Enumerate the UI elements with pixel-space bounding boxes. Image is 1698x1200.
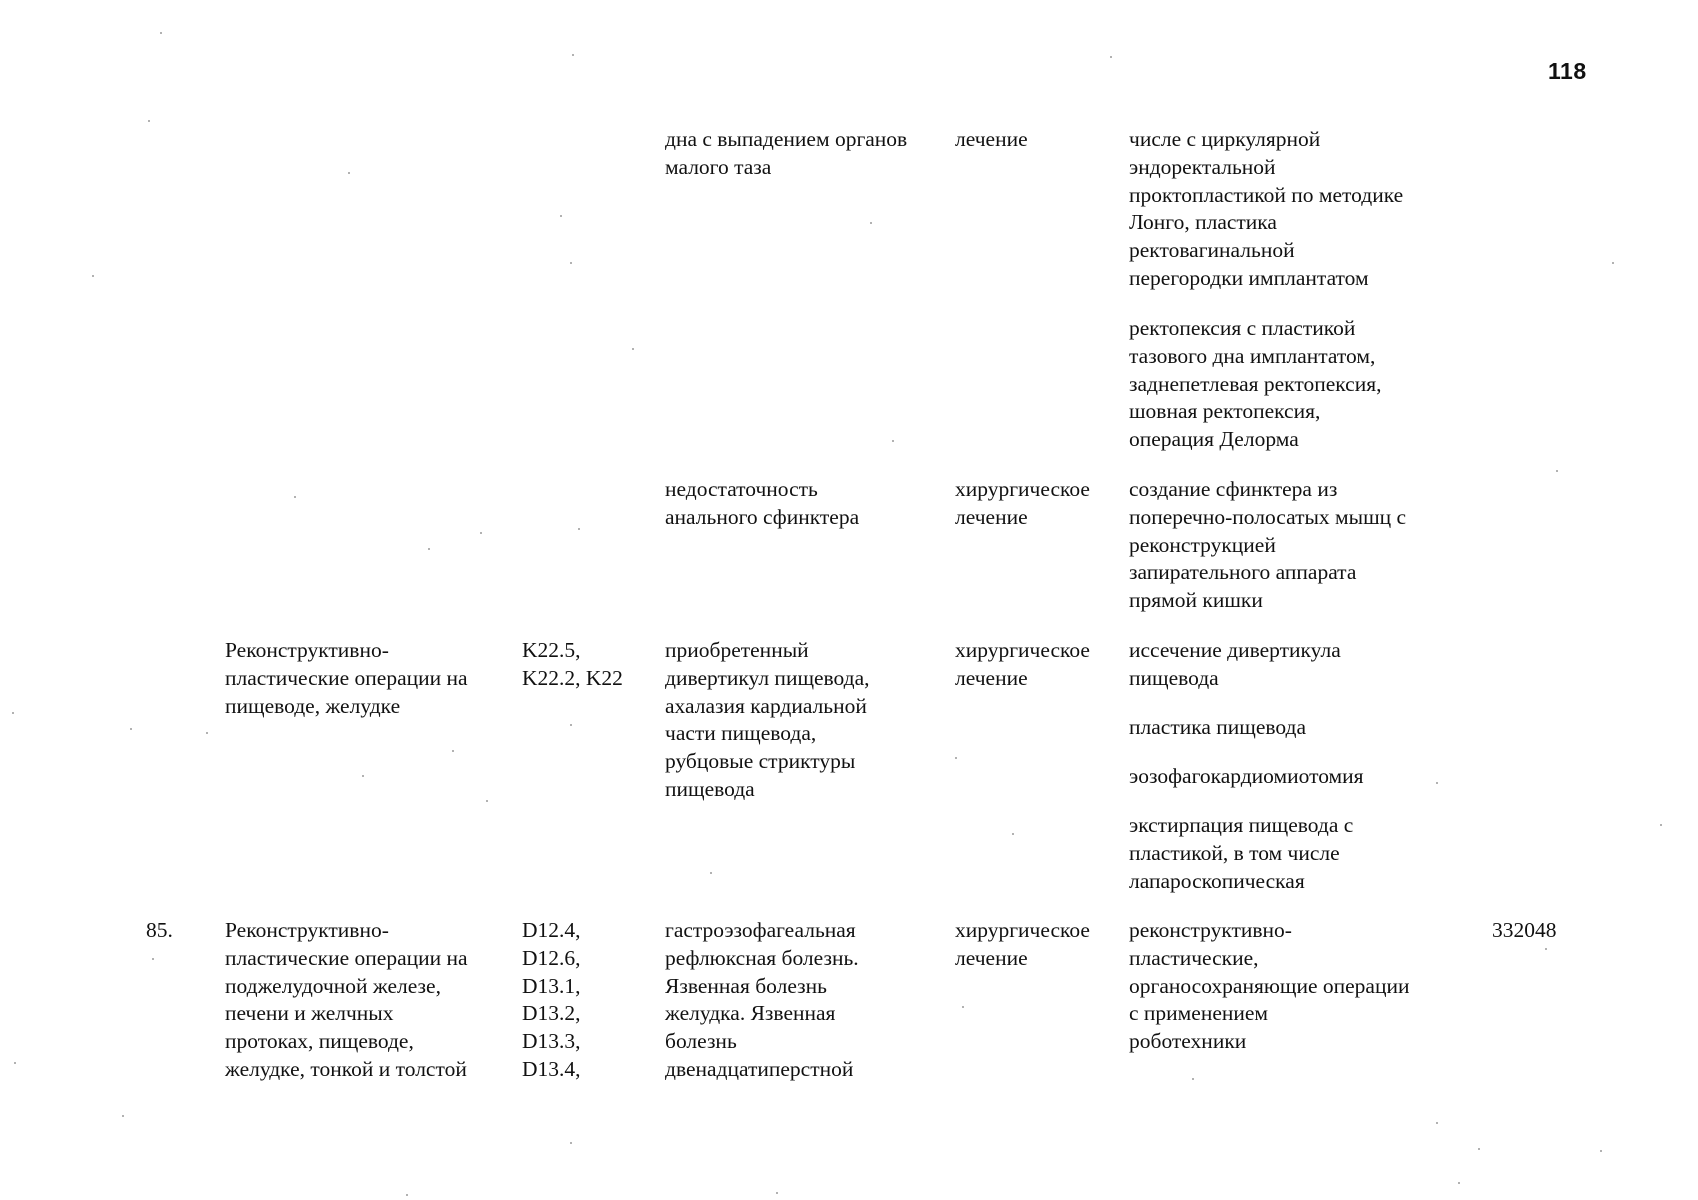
scan-speck [148, 120, 150, 122]
row-1-method-2: ректопексия с пластикой тазового дна имплантатом, заднепетлевая ректопексия, шовная ректопексия, операция Делорма [1129, 316, 1382, 452]
scan-speck [1436, 782, 1438, 784]
row-1-treatment: лечение [955, 127, 1028, 151]
row-4-cost: 332048 [1492, 918, 1557, 942]
scan-speck [12, 712, 14, 714]
scan-speck [1612, 262, 1614, 264]
scan-speck [1012, 833, 1014, 835]
scan-speck [1192, 1078, 1194, 1080]
scan-speck [955, 757, 957, 759]
row-2-treatment: хирургическое лечение [955, 477, 1090, 529]
scan-speck [1436, 1122, 1438, 1124]
scan-speck [452, 750, 454, 752]
scan-speck [1110, 56, 1112, 58]
scan-speck [572, 54, 574, 56]
scan-speck [578, 528, 580, 530]
scan-speck [1660, 824, 1662, 826]
scan-speck [560, 215, 562, 217]
scan-speck [130, 728, 132, 730]
row-4-treatment: хирургическое лечение [955, 918, 1090, 970]
scan-speck [1458, 1182, 1460, 1184]
scan-speck [776, 1192, 778, 1194]
scan-speck [632, 348, 634, 350]
scan-speck [710, 872, 712, 874]
scan-speck [480, 532, 482, 534]
scan-speck [892, 440, 894, 442]
row-4-name: Реконструктивно- пластические операции на поджелудочной железе, печени и желчных протоках, пищеводе, желудке, тонкой и толстой [225, 918, 468, 1081]
row-3-treatment: хирургическое лечение [955, 638, 1090, 690]
scan-speck [122, 1115, 124, 1117]
scan-speck [570, 724, 572, 726]
page-number: 118 [1548, 58, 1587, 84]
scan-speck [14, 1062, 16, 1064]
row-1-diagnosis: дна с выпадением органов малого таза [665, 127, 908, 179]
row-4-method-1: реконструктивно- пластические, органосохраняющие операции с применением роботехники [1129, 918, 1410, 1054]
scan-speck [152, 958, 154, 960]
scan-speck [870, 222, 872, 224]
scan-speck [294, 496, 296, 498]
row-1-method-1: числе с циркулярной эндоректальной проктопластикой по методике Лонго, пластика ректовагинальной перегородки имплантатом [1129, 127, 1404, 290]
scan-speck [92, 275, 94, 277]
scan-speck [406, 1194, 408, 1196]
scan-speck [1556, 470, 1558, 472]
row-3-method-1: иссечение дивертикула пищевода [1129, 638, 1341, 690]
row-3-method-4: экстирпация пищевода с пластикой, в том числе лапароскопическая [1129, 813, 1354, 893]
row-3-name: Реконструктивно- пластические операции на пищеводе, желудке [225, 638, 468, 718]
scan-speck [362, 775, 364, 777]
row-4-number: 85. [146, 918, 173, 942]
scan-speck [160, 32, 162, 34]
scan-speck [1600, 1150, 1602, 1152]
row-4-codes: D12.4, D12.6, D13.1, D13.2, D13.3, D13.4, [522, 918, 581, 1081]
scan-speck [428, 548, 430, 550]
row-4-diagnosis: гастроэзофагеальная рефлюксная болезнь. Язвенная болезнь желудка. Язвенная болезнь двенадцатиперстной [665, 918, 859, 1081]
scan-speck [206, 732, 208, 734]
scan-speck [1478, 1148, 1480, 1150]
row-3-codes: K22.5, K22.2, K22 [522, 638, 623, 690]
scan-speck [348, 172, 350, 174]
scan-speck [962, 1006, 964, 1008]
scan-speck [1545, 948, 1547, 950]
scan-speck [570, 1142, 572, 1144]
row-3-method-3: эозофагокардиомиотомия [1129, 764, 1364, 788]
row-3-method-2: пластика пищевода [1129, 715, 1306, 739]
row-2-diagnosis: недостаточность анального сфинктера [665, 477, 860, 529]
row-2-method-1: создание сфинктера из поперечно-полосатых мышц с реконструкцией запирательного аппарата прямой кишки [1129, 477, 1407, 613]
scan-speck [570, 262, 572, 264]
scan-speck [486, 800, 488, 802]
row-3-diagnosis: приобретенный дивертикул пищевода, ахалазия кардиальной части пищевода, рубцовые стриктуры пищевода [665, 638, 870, 801]
